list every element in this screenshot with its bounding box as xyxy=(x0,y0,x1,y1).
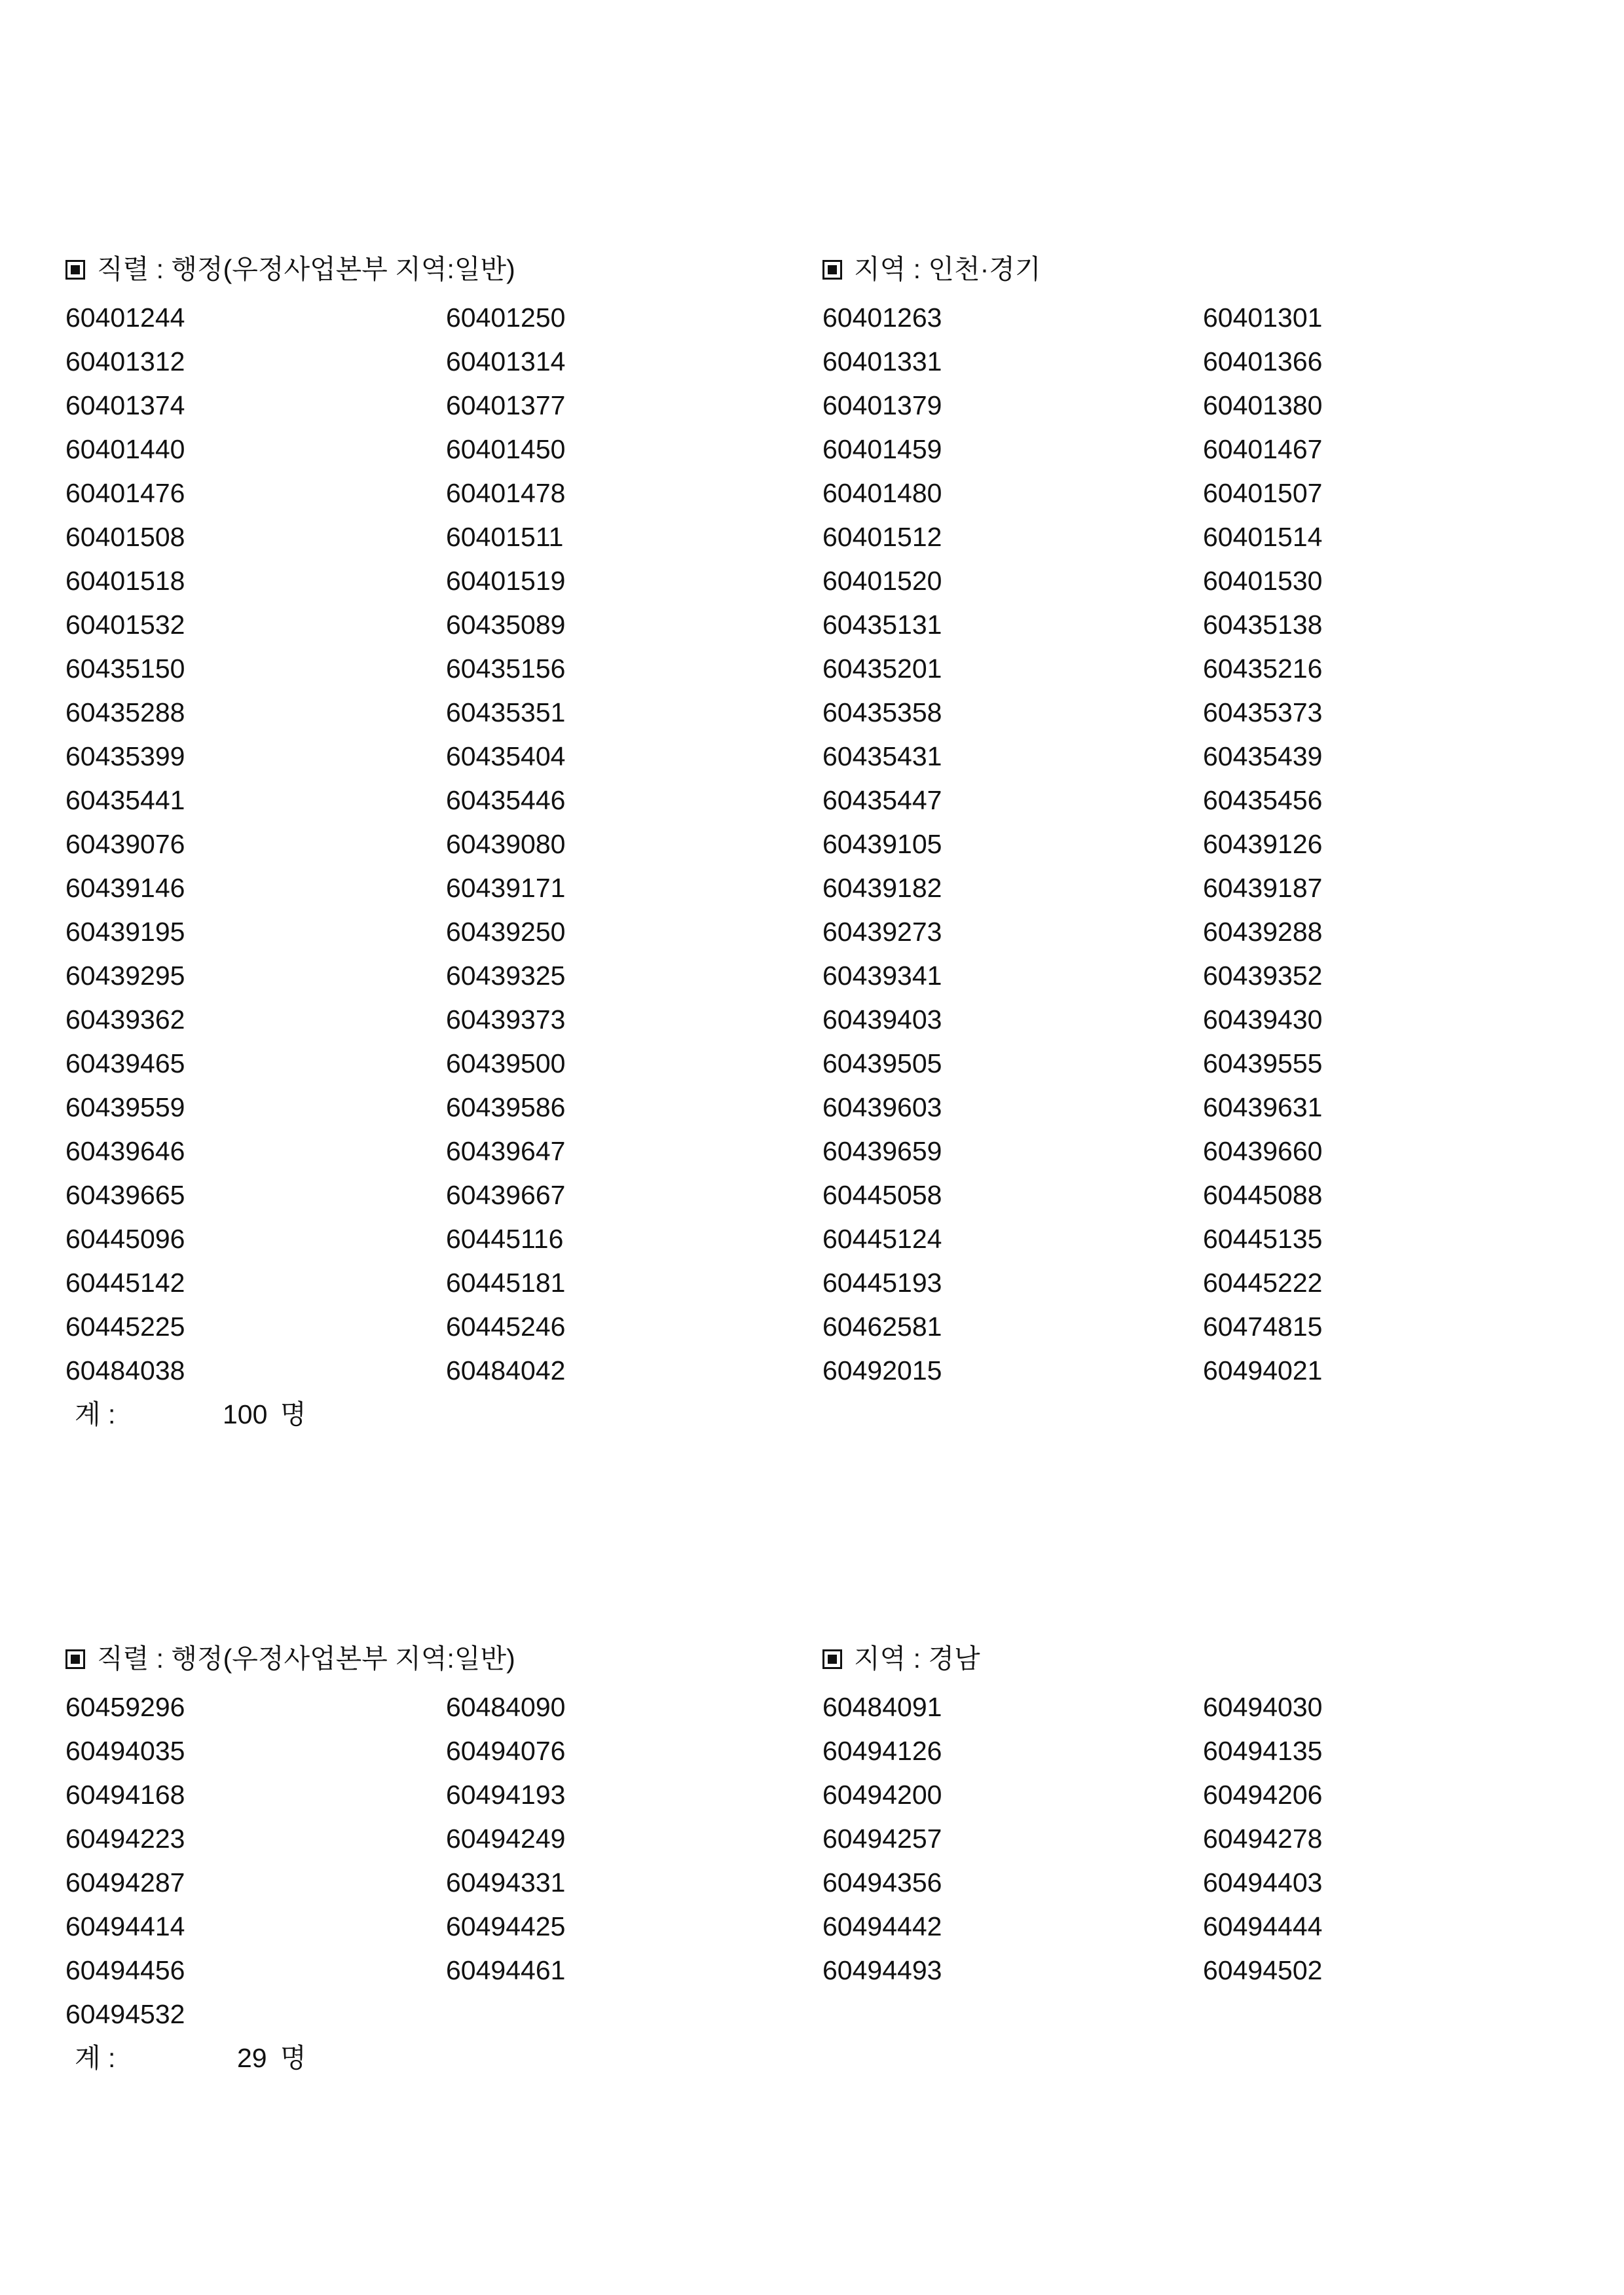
exam-number: 60445225 xyxy=(65,1312,185,1342)
exam-number: 60435431 xyxy=(822,741,942,771)
exam-number: 60401263 xyxy=(822,303,942,333)
exam-number: 60401331 xyxy=(822,346,942,376)
exam-number: 60439586 xyxy=(446,1092,566,1122)
exam-number: 60439187 xyxy=(1203,873,1323,903)
exam-number: 60439603 xyxy=(822,1092,942,1122)
exam-number: 60401508 xyxy=(65,522,185,552)
exam-number: 60494135 xyxy=(1203,1736,1323,1766)
exam-number: 60439500 xyxy=(446,1048,566,1078)
exam-number: 60435441 xyxy=(65,785,185,815)
exam-number: 60401312 xyxy=(65,346,185,376)
exam-number: 60401366 xyxy=(1203,346,1323,376)
exam-number: 60494030 xyxy=(1203,1692,1323,1722)
exam-number: 60401519 xyxy=(446,566,566,596)
exam-number: 60439182 xyxy=(822,873,942,903)
exam-number-grid xyxy=(65,1685,1559,2036)
exam-number: 60439659 xyxy=(822,1136,942,1166)
exam-number: 60445222 xyxy=(1203,1268,1323,1298)
exam-number: 60494287 xyxy=(65,1867,185,1898)
exam-number: 60435446 xyxy=(446,785,566,815)
total-label: 계 : xyxy=(75,1399,116,1429)
exam-number: 60401450 xyxy=(446,434,566,464)
exam-number: 60435404 xyxy=(446,741,566,771)
exam-number: 60435439 xyxy=(1203,741,1323,771)
exam-number: 60439403 xyxy=(822,1004,942,1035)
exam-number: 60439076 xyxy=(65,829,185,859)
exam-section-incheon-gyeonggi xyxy=(65,248,1559,1437)
exam-number: 60439273 xyxy=(822,917,942,947)
total-count: 100 xyxy=(223,1399,268,1429)
exam-number: 60435156 xyxy=(446,653,566,684)
exam-number: 60439288 xyxy=(1203,917,1323,947)
exam-number: 60435351 xyxy=(446,697,566,727)
exam-number: 60439105 xyxy=(822,829,942,859)
exam-number: 60494035 xyxy=(65,1736,185,1766)
exam-number: 60439341 xyxy=(822,961,942,991)
exam-number: 60401379 xyxy=(822,390,942,420)
exam-number: 60494456 xyxy=(65,1955,185,1985)
exam-number: 60494414 xyxy=(65,1911,185,1941)
exam-number: 60494126 xyxy=(822,1736,942,1766)
exam-number: 60492015 xyxy=(822,1355,942,1386)
exam-number: 60401380 xyxy=(1203,390,1323,420)
exam-number: 60401480 xyxy=(822,478,942,508)
exam-number: 60494076 xyxy=(446,1736,566,1766)
job-series-label: 직렬 : 행정(우정사업본부 지역:일반) xyxy=(97,254,515,284)
exam-number: 60484042 xyxy=(446,1355,566,1386)
region-label: 지역 : 인천·경기 xyxy=(854,254,1041,284)
exam-number: 60494493 xyxy=(822,1955,942,1985)
exam-number: 60484091 xyxy=(822,1692,942,1722)
exam-number: 60435138 xyxy=(1203,610,1323,640)
exam-number: 60494257 xyxy=(822,1824,942,1854)
exam-number: 60439146 xyxy=(65,873,185,903)
exam-number: 60494461 xyxy=(446,1955,566,1985)
exam-number: 60484090 xyxy=(446,1692,566,1722)
exam-number: 60494442 xyxy=(822,1911,942,1941)
exam-number: 60439080 xyxy=(446,829,566,859)
exam-number: 60445124 xyxy=(822,1224,942,1254)
exam-number: 60439465 xyxy=(65,1048,185,1078)
exam-number: 60445096 xyxy=(65,1224,185,1254)
exam-number: 60494356 xyxy=(822,1867,942,1898)
total-unit: 명 xyxy=(280,2043,306,2073)
exam-number: 60439505 xyxy=(822,1048,942,1078)
exam-number: 60401244 xyxy=(65,303,185,333)
section-header xyxy=(65,248,1559,291)
total-unit: 명 xyxy=(280,1399,306,1429)
exam-number: 60401512 xyxy=(822,522,942,552)
exam-number: 60439631 xyxy=(1203,1092,1323,1122)
exam-number: 60401532 xyxy=(65,610,185,640)
exam-number: 60439373 xyxy=(446,1004,566,1035)
exam-number: 60435373 xyxy=(1203,697,1323,727)
exam-number: 60494444 xyxy=(1203,1911,1323,1941)
exam-number: 60401374 xyxy=(65,390,185,420)
exam-number: 60401250 xyxy=(446,303,566,333)
exam-number: 60439665 xyxy=(65,1180,185,1210)
exam-number: 60439250 xyxy=(446,917,566,947)
total-count: 29 xyxy=(237,2043,267,2073)
exam-number: 60494021 xyxy=(1203,1355,1323,1386)
exam-number: 60401467 xyxy=(1203,434,1323,464)
exam-number: 60401377 xyxy=(446,390,566,420)
exam-number: 60439430 xyxy=(1203,1004,1323,1035)
exam-number: 60494331 xyxy=(446,1867,566,1898)
exam-number: 60445193 xyxy=(822,1268,942,1298)
exam-number: 60435216 xyxy=(1203,653,1323,684)
exam-number: 60401520 xyxy=(822,566,942,596)
exam-number: 60401314 xyxy=(446,346,566,376)
exam-number: 60494278 xyxy=(1203,1824,1323,1854)
exam-number: 60462581 xyxy=(822,1312,942,1342)
exam-number: 60401301 xyxy=(1203,303,1323,333)
exam-number: 60401511 xyxy=(446,522,564,552)
exam-number: 60445181 xyxy=(446,1268,566,1298)
exam-number: 60435456 xyxy=(1203,785,1323,815)
square-bullet-icon xyxy=(822,260,842,280)
exam-number: 60494223 xyxy=(65,1824,185,1854)
exam-number: 60439555 xyxy=(1203,1048,1323,1078)
square-bullet-icon xyxy=(65,260,85,280)
total-row xyxy=(65,2036,1559,2080)
exam-number: 60445142 xyxy=(65,1268,185,1298)
exam-number: 60435288 xyxy=(65,697,185,727)
region-label: 지역 : 경남 xyxy=(854,1643,980,1674)
exam-number: 60445246 xyxy=(446,1312,566,1342)
exam-number: 60494206 xyxy=(1203,1780,1323,1810)
exam-number: 60439352 xyxy=(1203,961,1323,991)
exam-number: 60439559 xyxy=(65,1092,185,1122)
exam-number: 60494425 xyxy=(446,1911,566,1941)
exam-section-gyeongnam xyxy=(65,1637,1559,2080)
exam-number: 60439325 xyxy=(446,961,566,991)
exam-number: 60439667 xyxy=(446,1180,566,1210)
exam-number: 60439647 xyxy=(446,1136,566,1166)
exam-number: 60484038 xyxy=(65,1355,185,1386)
exam-number: 60401478 xyxy=(446,478,566,508)
exam-number: 60435447 xyxy=(822,785,942,815)
exam-number: 60401507 xyxy=(1203,478,1323,508)
exam-number-grid xyxy=(65,296,1559,1393)
exam-number: 60494532 xyxy=(65,1999,185,2029)
exam-number: 60401518 xyxy=(65,566,185,596)
exam-number: 60494200 xyxy=(822,1780,942,1810)
exam-number: 60439171 xyxy=(446,873,566,903)
exam-number: 60445088 xyxy=(1203,1180,1323,1210)
exam-number: 60494502 xyxy=(1203,1955,1323,1985)
section-header xyxy=(65,1637,1559,1680)
exam-number: 60494193 xyxy=(446,1780,566,1810)
exam-number: 60474815 xyxy=(1203,1312,1323,1342)
exam-number: 60401459 xyxy=(822,434,942,464)
exam-number: 60494249 xyxy=(446,1824,566,1854)
exam-number: 60445135 xyxy=(1203,1224,1323,1254)
exam-number: 60445058 xyxy=(822,1180,942,1210)
exam-number: 60445116 xyxy=(446,1224,564,1254)
exam-number: 60439362 xyxy=(65,1004,185,1035)
exam-number: 60401440 xyxy=(65,434,185,464)
exam-number: 60401476 xyxy=(65,478,185,508)
exam-number: 60435358 xyxy=(822,697,942,727)
exam-number: 60439646 xyxy=(65,1136,185,1166)
exam-number: 60439126 xyxy=(1203,829,1323,859)
exam-number: 60459296 xyxy=(65,1692,185,1722)
job-series-label: 직렬 : 행정(우정사업본부 지역:일반) xyxy=(97,1643,515,1674)
exam-number: 60494403 xyxy=(1203,1867,1323,1898)
exam-number: 60435150 xyxy=(65,653,185,684)
exam-number: 60435089 xyxy=(446,610,566,640)
exam-number: 60435201 xyxy=(822,653,942,684)
exam-number: 60401530 xyxy=(1203,566,1323,596)
exam-number: 60435131 xyxy=(822,610,942,640)
total-row xyxy=(65,1393,1559,1437)
exam-number: 60439295 xyxy=(65,961,185,991)
exam-number: 60401514 xyxy=(1203,522,1323,552)
exam-number: 60439195 xyxy=(65,917,185,947)
total-label: 계 : xyxy=(75,2043,116,2073)
square-bullet-icon xyxy=(65,1649,85,1669)
exam-number: 60494168 xyxy=(65,1780,185,1810)
exam-number: 60435399 xyxy=(65,741,185,771)
exam-number: 60439660 xyxy=(1203,1136,1323,1166)
square-bullet-icon xyxy=(822,1649,842,1669)
